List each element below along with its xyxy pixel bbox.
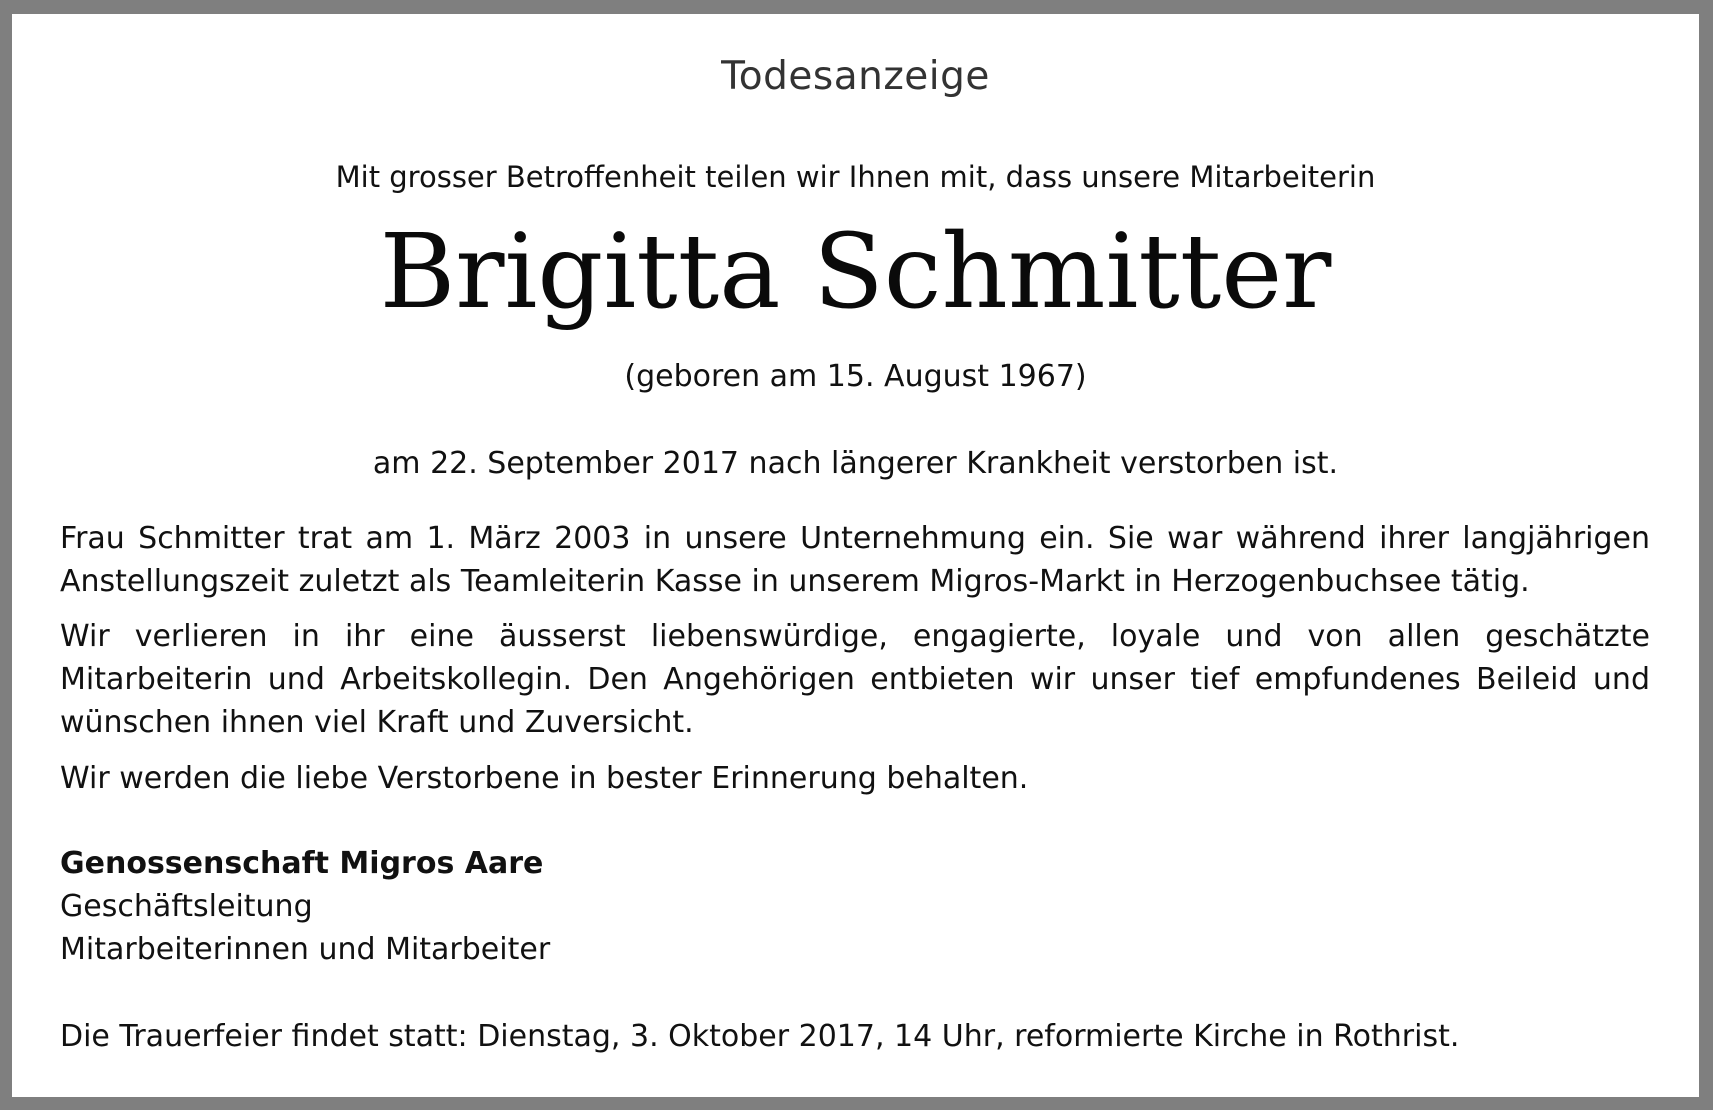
signature-line: Geschäftsleitung — [60, 889, 313, 924]
paragraph-memory: Wir werden die liebe Verstorbene in bester Erinnerung behalten. — [60, 761, 1029, 796]
signature-line: Mitarbeiterinnen und Mitarbeiter — [60, 932, 551, 967]
birth-date: (geboren am 15. August 1967) — [624, 359, 1087, 394]
paragraph-career: Frau Schmitter trat am 1. März 2003 in unsere Unternehmung ein. Sie war während ihrer langjährigen Anstellungszeit zuletzt als Teamleiterin Kasse in unserem Migros-Markt in Herzogenbuchsee tätig. — [60, 521, 1650, 599]
paragraph-condolence: Wir verlieren in ihr eine äusserst liebenswürdige, engagierte, loyale und von allen geschätzte Mitarbeiterin und Arbeitskollegin. Den Angehörigen entbieten wir unser tief empfundenes Beileid und wünschen ihnen viel Kraft und Zuversicht. — [60, 619, 1650, 740]
signature-organization: Genossenschaft Migros Aare — [60, 846, 544, 881]
notice-heading: Todesanzeige — [721, 54, 990, 99]
intro-text: Mit grosser Betroffenheit teilen wir Ihnen mit, dass unsere Mitarbeiterin — [335, 160, 1376, 194]
deceased-name: Brigitta Schmitter — [379, 212, 1332, 332]
signature-block — [60, 842, 550, 971]
funeral-info: Die Trauerfeier findet statt: Dienstag, 3. Oktober 2017, 14 Uhr, reformierte Kirche in Rothrist. — [60, 1019, 1460, 1054]
death-statement: am 22. September 2017 nach längerer Krankheit verstorben ist. — [372, 446, 1339, 481]
obituary-notice — [12, 14, 1699, 1097]
